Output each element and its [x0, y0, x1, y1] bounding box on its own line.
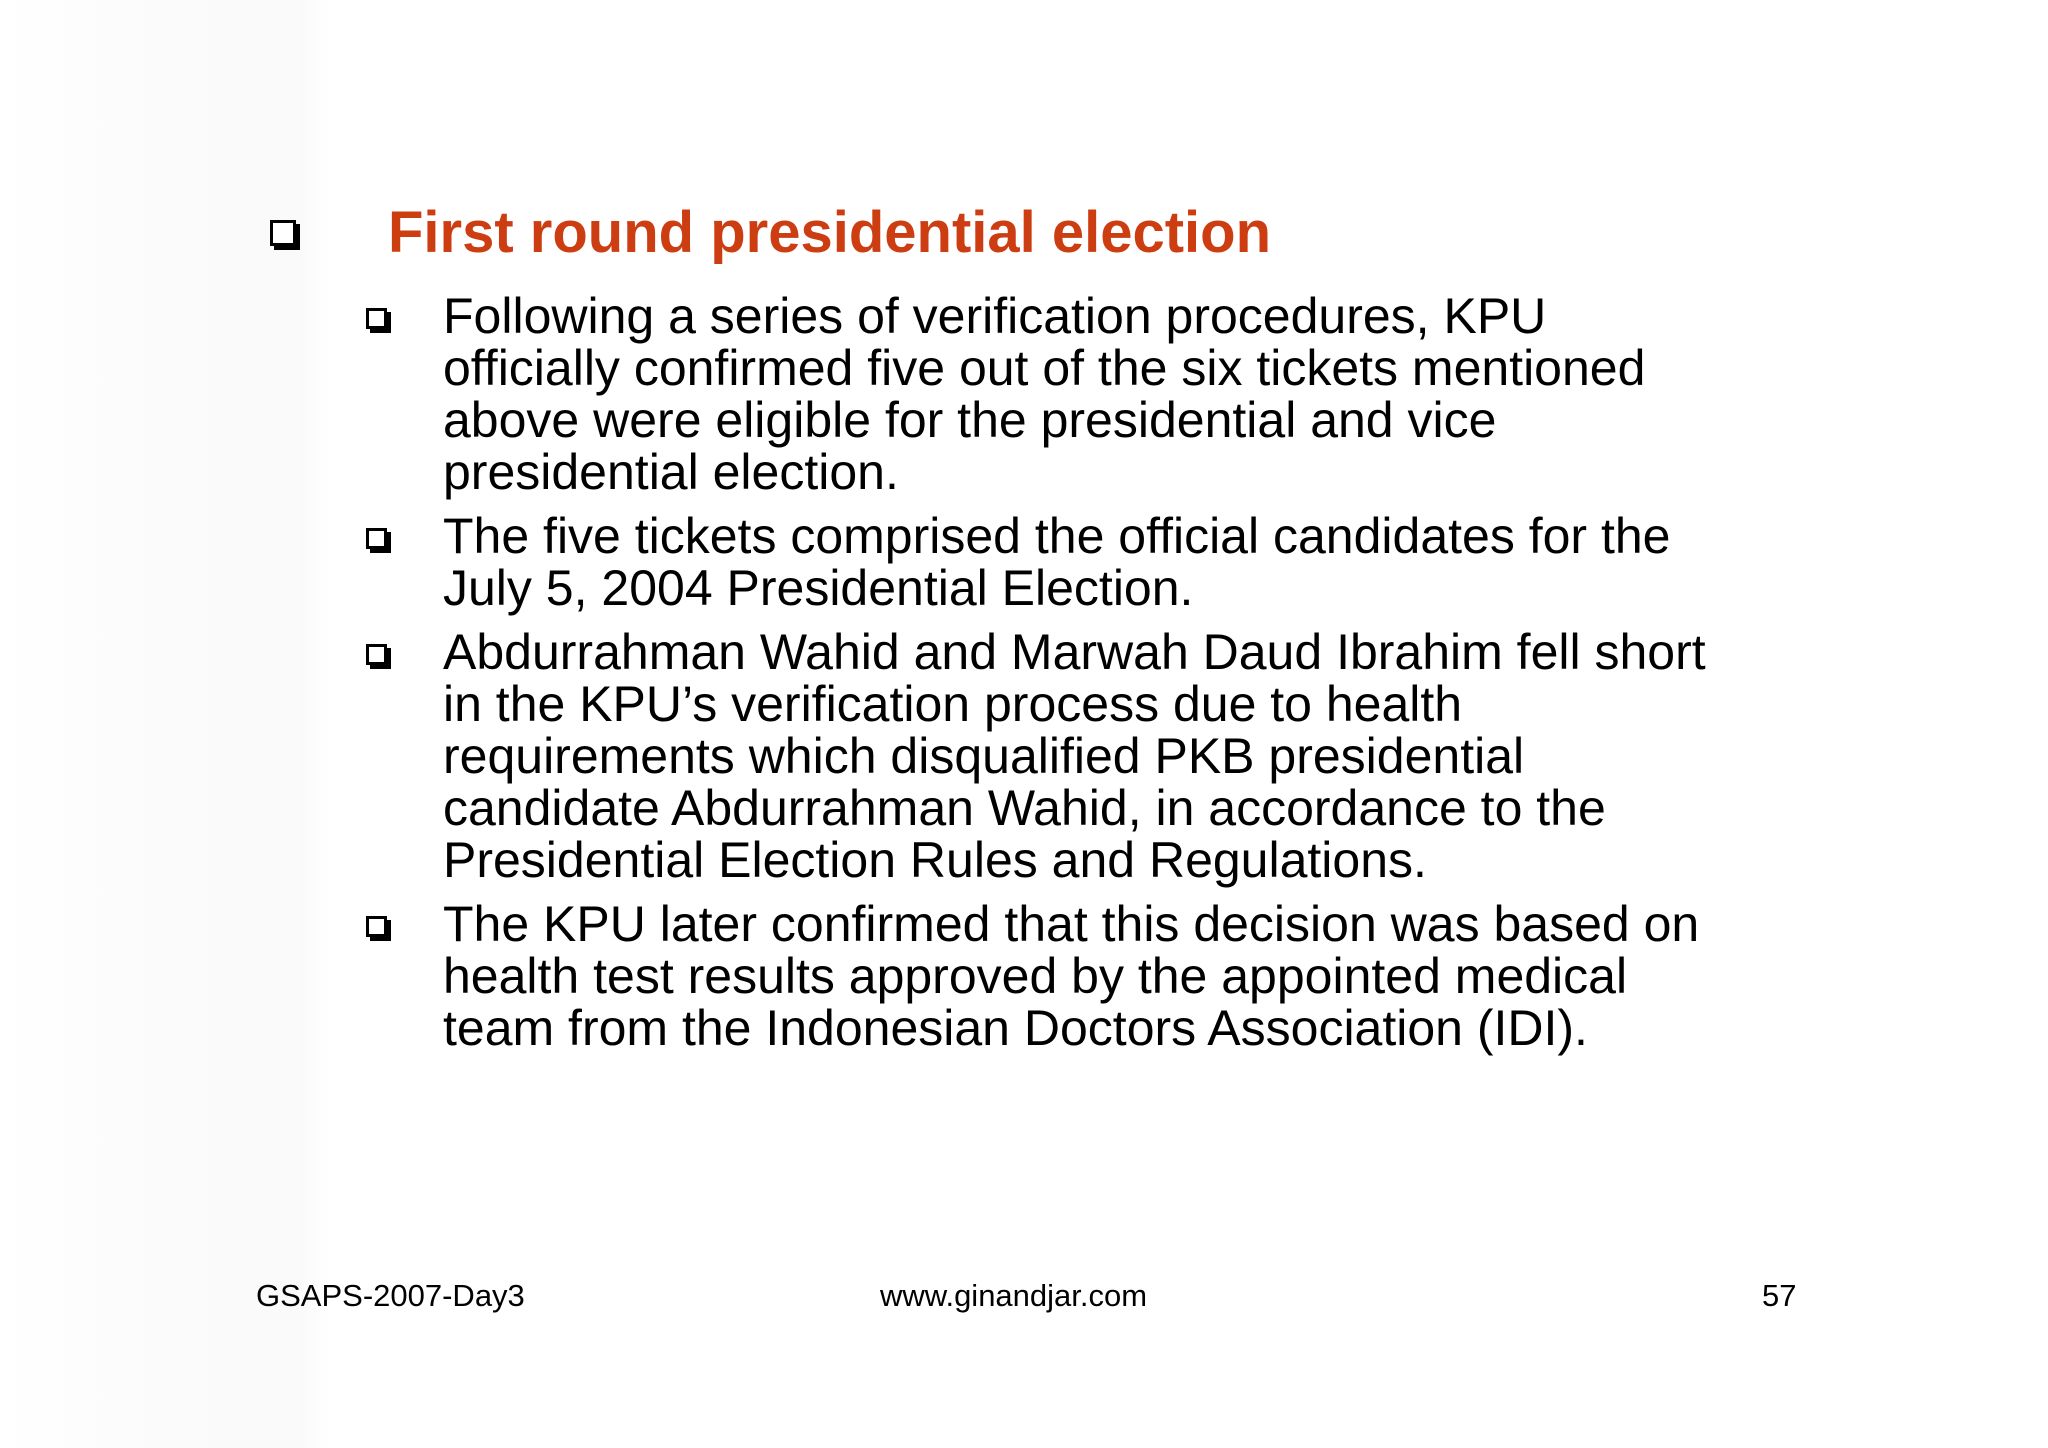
text-line: officially confirmed five out of the six tickets mentioned [443, 340, 1646, 396]
text-line: above were eligible for the presidential and vice [443, 392, 1497, 448]
text-line: July 5, 2004 Presidential Election. [443, 560, 1194, 616]
bullet-text [443, 626, 1873, 886]
text-line: team from the Indonesian Doctors Association (IDI). [443, 1000, 1588, 1056]
bullet-text [443, 510, 1873, 614]
footer-label: GSAPS-2007-Day3 [256, 1278, 525, 1313]
text-line: Following a series of verification procedures, KPU [443, 288, 1547, 344]
checkbox-square-icon [366, 916, 387, 937]
bullet-text [443, 290, 1873, 498]
page-number: 57 [1762, 1278, 1797, 1313]
bullet-list [360, 290, 1860, 1066]
text-line: presidential election. [443, 444, 899, 500]
text-line: in the KPU’s verification process due to health [443, 676, 1463, 732]
text-line: Abdurrahman Wahid and Marwah Daud Ibrahim fell short [443, 624, 1706, 680]
text-line: Presidential Election Rules and Regulations. [443, 832, 1427, 888]
checkbox-square-icon [366, 308, 387, 329]
list-item [360, 290, 1860, 498]
heading-row [270, 198, 1272, 268]
bullet-text [443, 898, 1873, 1054]
slide-title: First round presidential election [388, 200, 1272, 265]
text-line: The five tickets comprised the official candidates for the [443, 508, 1671, 564]
checkbox-square-icon [366, 528, 387, 549]
checkbox-square-icon [366, 644, 387, 665]
text-line: requirements which disqualified PKB presidential [443, 728, 1525, 784]
checkbox-square-icon [270, 220, 296, 246]
text-line: candidate Abdurrahman Wahid, in accordance to the [443, 780, 1606, 836]
list-item [360, 898, 1860, 1054]
list-item [360, 510, 1860, 614]
list-item [360, 626, 1860, 886]
text-line: The KPU later confirmed that this decision was based on [443, 896, 1700, 952]
footer-url: www.ginandjar.com [880, 1278, 1148, 1313]
text-line: health test results approved by the appointed medical [443, 948, 1628, 1004]
